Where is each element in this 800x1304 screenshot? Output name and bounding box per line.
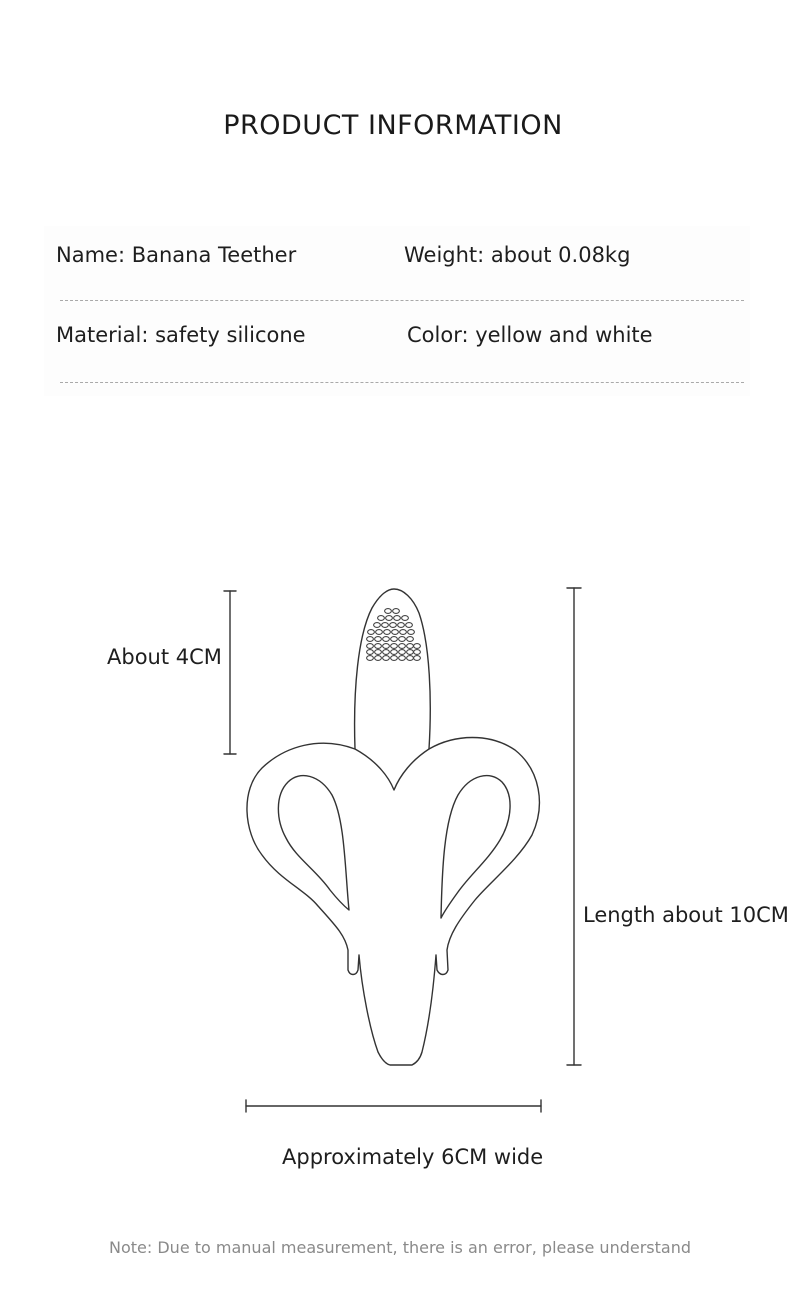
banana-tip (355, 589, 431, 749)
bristle-dot (399, 644, 406, 649)
bristle-dot (414, 656, 421, 661)
bristle-dot (407, 656, 414, 661)
bristle-dot (408, 630, 415, 635)
banana-peel-outline (247, 738, 539, 1066)
bristle-dot (375, 656, 382, 661)
bristle-dot (383, 656, 390, 661)
bristle-dot (385, 609, 392, 614)
bristle-dot (367, 650, 374, 655)
bristle-dot (386, 616, 393, 621)
height-label: About 4CM (107, 645, 222, 669)
bristle-dot (399, 656, 406, 661)
spec-name: Name: Banana Teether (56, 243, 297, 267)
bristle-dot (394, 616, 401, 621)
spec-color: Color: yellow and white (407, 323, 653, 347)
width-dimension-line (246, 1100, 541, 1112)
height-dimension-line (224, 591, 236, 754)
bristle-dots (367, 609, 421, 661)
bristle-dot (400, 630, 407, 635)
bristle-dot (407, 650, 414, 655)
bristle-dot (384, 630, 391, 635)
spec-weight: Weight: about 0.08kg (404, 243, 631, 267)
bristle-dot (392, 630, 399, 635)
bristle-dot (391, 644, 398, 649)
bristle-dot (367, 656, 374, 661)
bristle-dot (367, 644, 374, 649)
bristle-dot (399, 637, 406, 642)
page-title: PRODUCT INFORMATION (223, 110, 563, 142)
width-label: Approximately 6CM wide (282, 1145, 544, 1169)
bristle-dot (399, 650, 406, 655)
bristle-dot (375, 644, 382, 649)
bristle-dot (414, 644, 421, 649)
peel-cutout-right (441, 776, 510, 918)
bristle-dot (398, 623, 405, 628)
spec-material: Material: safety silicone (56, 323, 306, 347)
bristle-dot (390, 623, 397, 628)
bristle-dot (407, 644, 414, 649)
bristle-dot (406, 623, 413, 628)
bristle-dot (376, 630, 383, 635)
bristle-dot (378, 616, 385, 621)
bristle-dot (407, 637, 414, 642)
bristle-dot (391, 656, 398, 661)
measurement-note: Note: Due to manual measurement, there is an error, please understand (109, 1238, 691, 1257)
bristle-dot (374, 623, 381, 628)
bristle-dot (383, 650, 390, 655)
length-dimension-line (567, 588, 581, 1065)
bristle-dot (375, 637, 382, 642)
bristle-dot (383, 644, 390, 649)
peel-cutout-left (278, 776, 349, 910)
bristle-dot (383, 637, 390, 642)
bristle-dot (382, 623, 389, 628)
bristle-dot (391, 637, 398, 642)
bristle-dot (367, 637, 374, 642)
bristle-dot (402, 616, 409, 621)
bristle-dot (375, 650, 382, 655)
length-label: Length about 10CM (583, 903, 789, 927)
bristle-dot (414, 650, 421, 655)
bristle-dot (391, 650, 398, 655)
bristle-dot (393, 609, 400, 614)
bristle-dot (368, 630, 375, 635)
